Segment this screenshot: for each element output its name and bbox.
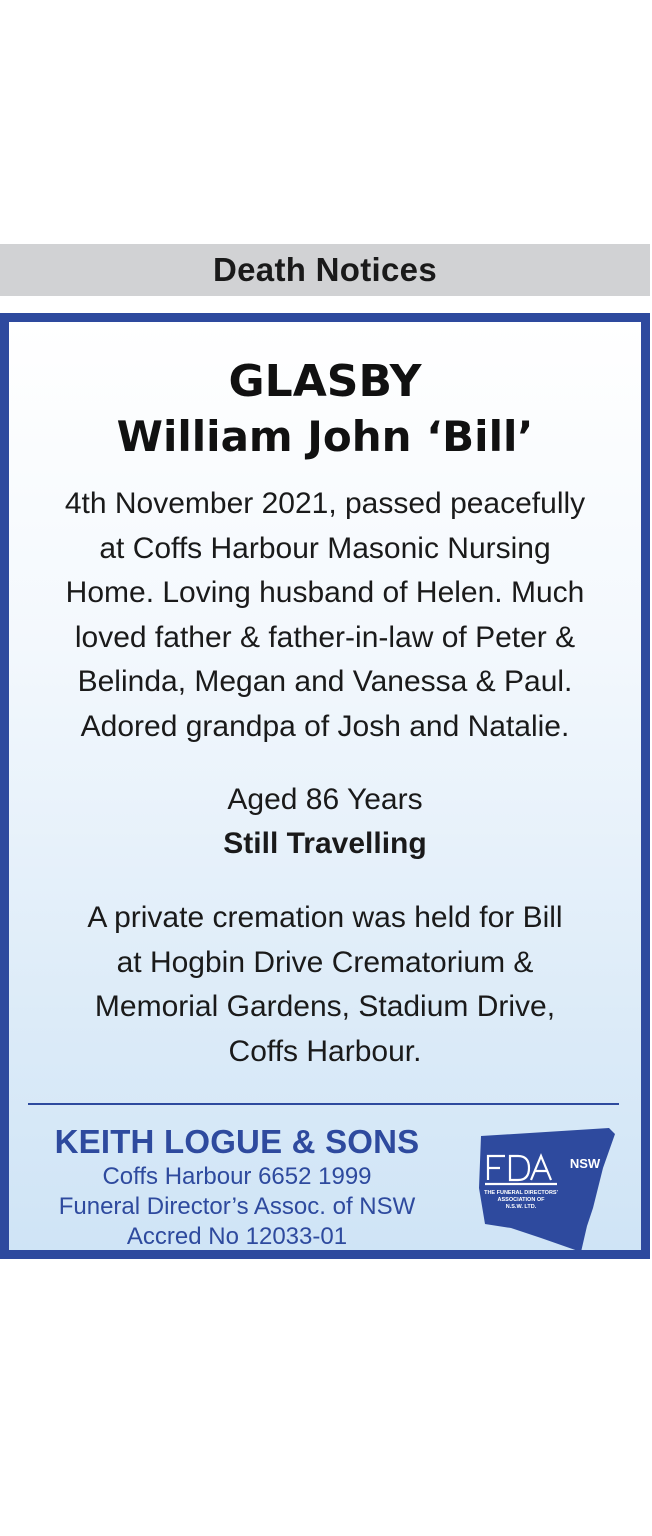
service-line: A private cremation was held for Bill <box>87 901 563 934</box>
service-line: Memorial Gardens, Stadium Drive, <box>94 990 556 1023</box>
announcement-line: Adored grandpa of Josh and Natalie. <box>80 709 570 743</box>
funeral-director-phone: Coffs Harbour 6652 1999 <box>102 1163 372 1190</box>
announcement-line: 4th November 2021, passed peacefully <box>64 487 586 520</box>
announcement-line: at Coffs Harbour Masonic Nursing <box>99 531 551 565</box>
announcement-line: Belinda, Megan and Vanessa & Paul. <box>77 665 573 698</box>
deceased-given-names: William John ‘Bill’ <box>116 412 534 461</box>
funeral-director-name: KEITH LOGUE & SONS <box>54 1123 420 1160</box>
section-title: Death Notices <box>213 251 437 288</box>
announcement-line: loved father & father-in-law of Peter & <box>74 620 576 654</box>
logo-caption-2: ASSOCIATION OF <box>497 1197 545 1203</box>
logo-caption-1: THE FUNERAL DIRECTORS' <box>484 1190 558 1196</box>
service-line: Coffs Harbour. <box>228 1034 422 1068</box>
funeral-director-association: Funeral Director’s Assoc. of NSW <box>58 1193 416 1220</box>
age-line: Aged 86 Years <box>227 783 423 816</box>
announcement-paragraph <box>19 482 631 749</box>
funeral-director-accreditation: Accred No 12033-01 <box>126 1223 348 1250</box>
section-header-band <box>0 244 650 296</box>
deceased-surname: GLASBY <box>228 356 422 407</box>
death-notice-card <box>0 313 650 1259</box>
logo-state-text: NSW <box>569 1156 601 1171</box>
announcement-line: Home. Loving husband of Helen. Much <box>65 576 585 609</box>
motto-line: Still Travelling <box>223 827 427 860</box>
service-line: at Hogbin Drive Crematorium & <box>116 945 534 979</box>
divider-rule <box>28 1103 619 1105</box>
logo-caption-3: N.S.W. LTD. <box>505 1204 537 1210</box>
fda-nsw-logo <box>471 1128 621 1252</box>
service-paragraph <box>19 896 631 1074</box>
funeral-director-block <box>31 1122 443 1252</box>
